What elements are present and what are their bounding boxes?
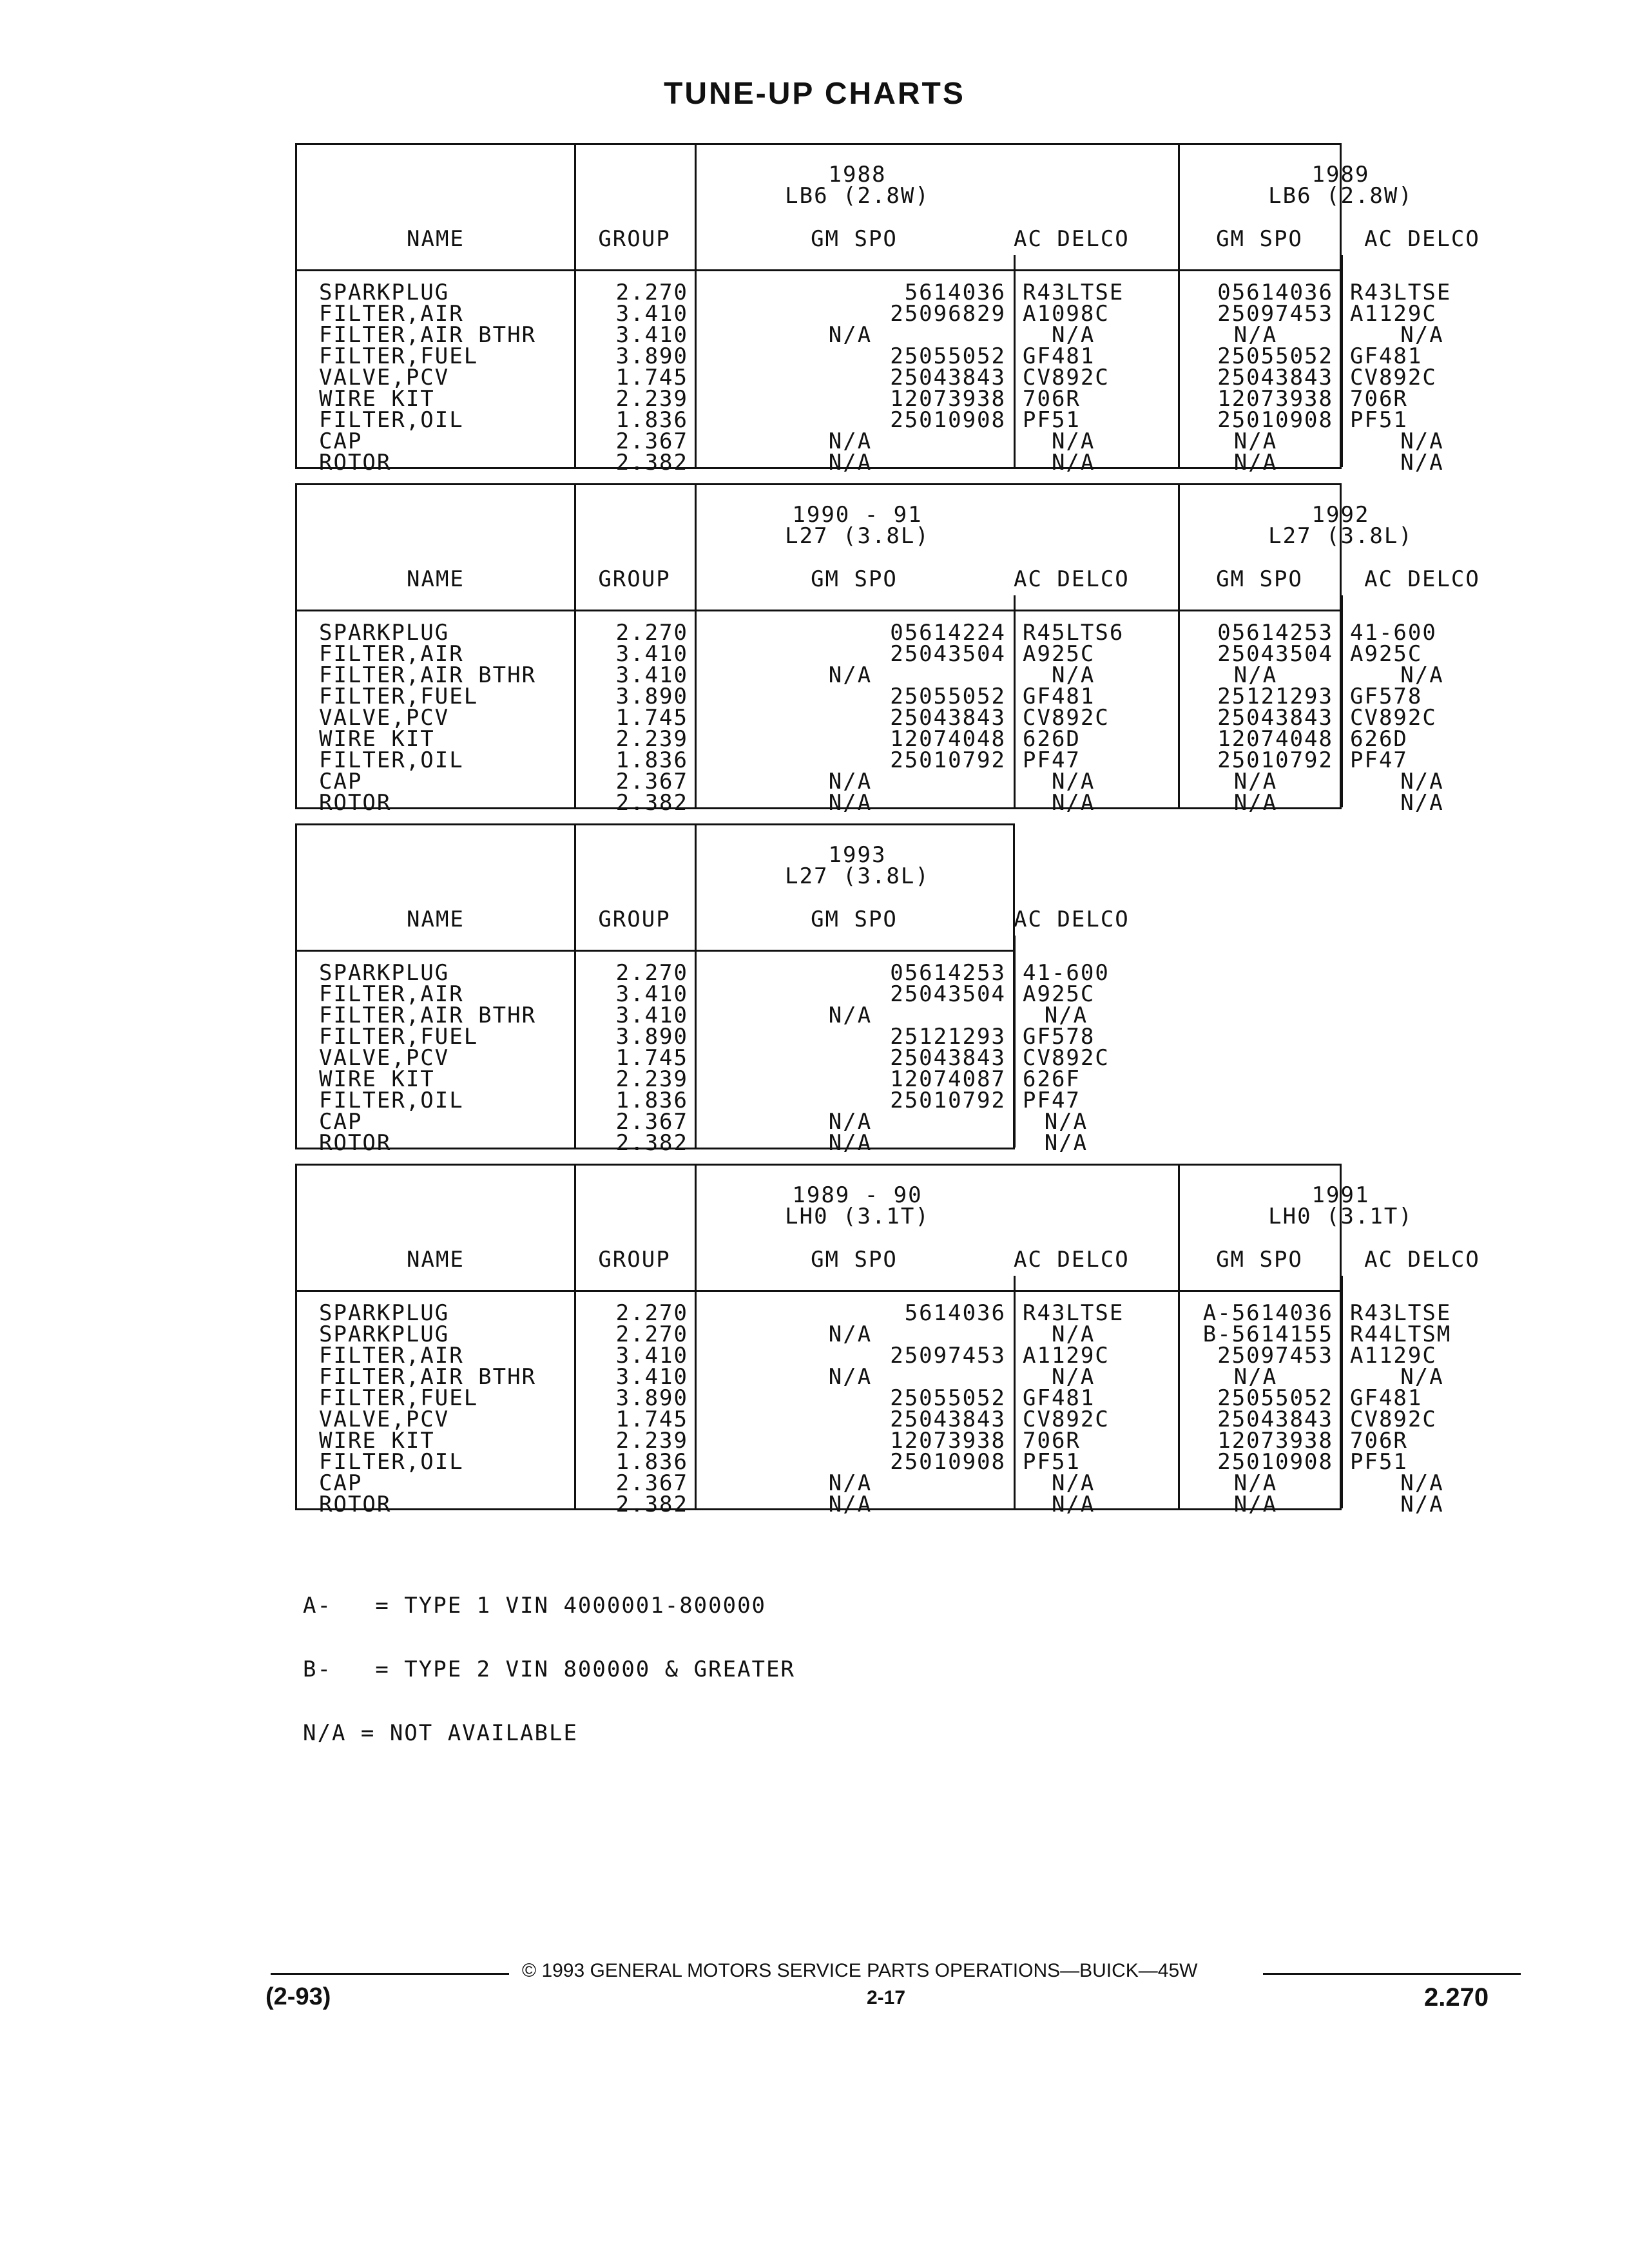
table-cell: 3.890 xyxy=(615,684,688,709)
table-cell: N/A xyxy=(1400,662,1444,688)
table-cell: 3.410 xyxy=(615,1003,688,1028)
gm-spo-column-header: GM SPO xyxy=(1216,1247,1303,1273)
table-cell: FILTER,AIR xyxy=(319,981,464,1007)
table-cell: 25043843 xyxy=(1217,1407,1333,1432)
gm-spo-column xyxy=(1178,1300,1333,1517)
legend-line: N/A = NOT AVAILABLE xyxy=(303,1720,578,1746)
table-cell: 25097453 xyxy=(890,1343,1006,1369)
table-cell: CV892C xyxy=(1350,705,1437,731)
gm-spo-column-header: GM SPO xyxy=(811,1247,898,1273)
table-cell: 2.270 xyxy=(615,1321,688,1347)
subcolumn-divider xyxy=(1341,595,1343,807)
gm-spo-column xyxy=(1178,622,1333,814)
table-cell: 3.890 xyxy=(615,343,688,369)
table-cell: FILTER,AIR xyxy=(319,1343,464,1369)
tune-up-table xyxy=(295,483,1480,816)
table-cell: GF481 xyxy=(1023,684,1095,709)
engine-year: 1989 - 90 xyxy=(792,1182,923,1208)
table-cell: N/A xyxy=(828,428,872,454)
table-cell: SPARKPLUG xyxy=(319,1300,450,1326)
gm-spo-column xyxy=(1178,282,1333,474)
ac-delco-column xyxy=(1350,622,1494,814)
group-column-header: GROUP xyxy=(598,1247,671,1273)
table-cell: N/A xyxy=(1044,1003,1088,1028)
group-column xyxy=(574,960,688,1156)
table-cell: 25043843 xyxy=(1217,365,1333,390)
table-cell: 25055052 xyxy=(890,1385,1006,1411)
table-cell: A925C xyxy=(1023,641,1095,667)
table-cell: FILTER,FUEL xyxy=(319,1024,479,1050)
ac-delco-column xyxy=(1350,1300,1494,1517)
ac-delco-column xyxy=(1350,282,1494,474)
table-cell: N/A xyxy=(1400,322,1444,348)
table-cell: A-5614036 xyxy=(1202,1300,1333,1326)
table-cell: 25121293 xyxy=(1217,684,1333,709)
table-cell: N/A xyxy=(1233,769,1278,794)
header-divider xyxy=(297,269,1340,271)
legend xyxy=(303,1553,795,1765)
table-cell: FILTER,OIL xyxy=(319,1088,464,1113)
table-cell: SPARKPLUG xyxy=(319,620,450,646)
engine-code: LB6 (2.8W) xyxy=(1268,183,1413,209)
table-cell: 25096829 xyxy=(890,301,1006,327)
section-number: 2.270 xyxy=(1424,1983,1489,2012)
table-cell: 2.382 xyxy=(615,1492,688,1517)
table-cell: R45LTS6 xyxy=(1023,620,1124,646)
table-cell: SPARKPLUG xyxy=(319,960,450,986)
table-cell: N/A xyxy=(828,1003,872,1028)
table-cell: GF578 xyxy=(1350,684,1423,709)
table-cell: PF47 xyxy=(1350,747,1408,773)
table-cell: N/A xyxy=(1400,790,1444,816)
subcolumn-divider xyxy=(1014,1276,1016,1508)
engine-code: LH0 (3.1T) xyxy=(1268,1204,1413,1229)
table-cell: 2.270 xyxy=(615,960,688,986)
header-divider xyxy=(297,1290,1340,1292)
table-cell: FILTER,FUEL xyxy=(319,343,479,369)
table-cell: A1098C xyxy=(1023,301,1110,327)
table-cell: 25097453 xyxy=(1217,301,1333,327)
table-cell: 1.745 xyxy=(615,1045,688,1071)
table-cell: N/A xyxy=(1044,1109,1088,1135)
date-code: (2-93) xyxy=(265,1983,331,2010)
table-cell: N/A xyxy=(828,1130,872,1156)
table-cell: PF47 xyxy=(1023,747,1081,773)
table-cell: N/A xyxy=(1051,769,1095,794)
table-cell: FILTER,OIL xyxy=(319,1449,464,1475)
table-cell: FILTER,AIR BTHR xyxy=(319,1364,537,1390)
table-cell: FILTER,FUEL xyxy=(319,1385,479,1411)
table-cell: N/A xyxy=(1051,450,1095,476)
table-cell: PF47 xyxy=(1023,1088,1081,1113)
table-cell: R43LTSE xyxy=(1023,1300,1124,1326)
engine-year: 1989 xyxy=(1311,162,1370,187)
table-cell: 41-600 xyxy=(1350,620,1437,646)
table-cell: 2.239 xyxy=(615,1428,688,1454)
engine-code: L27 (3.8L) xyxy=(785,523,930,549)
table-cell: WIRE KIT xyxy=(319,386,435,412)
table-cell: 626F xyxy=(1023,1066,1081,1092)
table-cell: CV892C xyxy=(1023,365,1110,390)
table-cell: ROTOR xyxy=(319,1130,392,1156)
part-name-column xyxy=(319,1300,537,1517)
ac-delco-column xyxy=(1023,282,1124,474)
table-cell: 2.367 xyxy=(615,769,688,794)
table-cell: N/A xyxy=(1051,1492,1095,1517)
table-cell: CAP xyxy=(319,1109,363,1135)
table-cell: R43LTSE xyxy=(1023,280,1124,305)
gm-spo-column-header: GM SPO xyxy=(811,907,898,932)
subcolumn-divider xyxy=(1014,936,1016,1148)
table-cell: FILTER,OIL xyxy=(319,407,464,433)
table-cell: N/A xyxy=(1400,450,1444,476)
engine-year: 1993 xyxy=(828,842,887,868)
table-cell: 2.382 xyxy=(615,450,688,476)
table-cell: A925C xyxy=(1023,981,1095,1007)
ac-delco-column xyxy=(1023,622,1124,814)
ac-delco-column-header: AC DELCO xyxy=(1014,907,1130,932)
footer-rule-left xyxy=(271,1973,509,1975)
ac-delco-column-header: AC DELCO xyxy=(1014,566,1130,592)
table-cell: CV892C xyxy=(1023,1407,1110,1432)
table-cell: CV892C xyxy=(1023,705,1110,731)
part-name-column xyxy=(319,282,536,474)
table-cell: 706R xyxy=(1023,1428,1081,1454)
table-cell: N/A xyxy=(1400,428,1444,454)
table-cell: 25010908 xyxy=(890,1449,1006,1475)
legend-line: B- = TYPE 2 VIN 800000 & GREATER xyxy=(303,1657,795,1682)
table-cell: FILTER,OIL xyxy=(319,747,464,773)
table-cell: A1129C xyxy=(1350,301,1437,327)
table-cell: 25055052 xyxy=(890,684,1006,709)
gm-spo-column xyxy=(695,622,1006,814)
table-cell: N/A xyxy=(1233,428,1278,454)
header-divider xyxy=(297,950,1013,952)
table-cell: FILTER,AIR BTHR xyxy=(319,662,537,688)
table-cell: 25055052 xyxy=(1217,343,1333,369)
header-divider xyxy=(297,610,1340,611)
table-cell: 25097453 xyxy=(1217,1343,1333,1369)
table-cell: N/A xyxy=(1051,428,1095,454)
ac-delco-column-header: AC DELCO xyxy=(1364,1247,1480,1273)
table-cell: 25043843 xyxy=(1217,705,1333,731)
table-cell: 626D xyxy=(1350,726,1408,752)
ac-delco-column-header: AC DELCO xyxy=(1364,566,1480,592)
copyright-notice: © 1993 GENERAL MOTORS SERVICE PARTS OPERATIONS—BUICK—45W xyxy=(522,1960,1198,1981)
table-cell: 25010908 xyxy=(1217,1449,1333,1475)
part-name-column xyxy=(319,960,537,1156)
engine-year: 1990 - 91 xyxy=(792,502,923,528)
table-cell: 3.410 xyxy=(615,301,688,327)
table-cell: 1.745 xyxy=(615,365,688,390)
table-cell: VALVE,PCV xyxy=(319,1045,450,1071)
gm-spo-column-header: GM SPO xyxy=(1216,566,1303,592)
table-cell: 1.836 xyxy=(615,407,688,433)
name-column-header: NAME xyxy=(407,1247,465,1273)
table-cell: GF578 xyxy=(1023,1024,1095,1050)
table-cell: 12073938 xyxy=(890,1428,1006,1454)
table-cell: 25043843 xyxy=(890,705,1006,731)
table-cell: ROTOR xyxy=(319,1492,392,1517)
table-cell: 12073938 xyxy=(1217,386,1333,412)
table-cell: 2.367 xyxy=(615,1470,688,1496)
table-cell: N/A xyxy=(828,1109,872,1135)
engine-year: 1988 xyxy=(828,162,887,187)
table-cell: PF51 xyxy=(1350,407,1408,433)
engine-code: LH0 (3.1T) xyxy=(785,1204,930,1229)
table-cell: 706R xyxy=(1350,386,1408,412)
table-cell: GF481 xyxy=(1023,343,1095,369)
table-cell: 2.270 xyxy=(615,280,688,305)
engine-year: 1991 xyxy=(1311,1182,1370,1208)
part-name-column xyxy=(319,622,536,814)
legend-line: A- = TYPE 1 VIN 4000001-800000 xyxy=(303,1593,767,1619)
table-cell: N/A xyxy=(828,1492,872,1517)
table-cell: 2.239 xyxy=(615,1066,688,1092)
table-cell: 12074048 xyxy=(1217,726,1333,752)
page-number: 2-17 xyxy=(867,1987,906,2008)
table-cell: FILTER,AIR xyxy=(319,641,464,667)
table-cell: CV892C xyxy=(1023,1045,1110,1071)
table-cell: N/A xyxy=(1233,322,1278,348)
gm-spo-column-header: GM SPO xyxy=(811,566,898,592)
group-column xyxy=(574,1300,688,1517)
table-cell: 1.836 xyxy=(615,1088,688,1113)
table-cell: 2.382 xyxy=(615,1130,688,1156)
table-cell: 25055052 xyxy=(890,343,1006,369)
table-cell: N/A xyxy=(1051,322,1095,348)
table-cell: GF481 xyxy=(1350,1385,1423,1411)
table-cell: 05614253 xyxy=(1217,620,1333,646)
table-cell: N/A xyxy=(1233,1364,1278,1390)
table-cell: 05614253 xyxy=(890,960,1006,986)
table-cell: N/A xyxy=(1233,662,1278,688)
table-cell: N/A xyxy=(828,1321,872,1347)
gm-spo-column-header: GM SPO xyxy=(1216,226,1303,252)
table-cell: WIRE KIT xyxy=(319,1428,435,1454)
table-cell: 05614224 xyxy=(890,620,1006,646)
table-cell: B-5614155 xyxy=(1202,1321,1333,1347)
engine-year: 1992 xyxy=(1311,502,1370,528)
gm-spo-column xyxy=(695,960,1006,1156)
table-cell: 3.410 xyxy=(615,322,688,348)
table-cell: R44LTSM xyxy=(1350,1321,1452,1347)
engine-code: LB6 (2.8W) xyxy=(785,183,930,209)
group-column-header: GROUP xyxy=(598,907,671,932)
table-cell: 2.382 xyxy=(615,790,688,816)
table-cell: 5614036 xyxy=(904,1300,1006,1326)
table-cell: 25043504 xyxy=(1217,641,1333,667)
table-cell: 706R xyxy=(1023,386,1081,412)
table-cell: FILTER,FUEL xyxy=(319,684,479,709)
table-cell: VALVE,PCV xyxy=(319,1407,450,1432)
table-cell: FILTER,AIR xyxy=(319,301,464,327)
table-cell: WIRE KIT xyxy=(319,1066,435,1092)
table-cell: 25043843 xyxy=(890,365,1006,390)
table-cell: N/A xyxy=(1233,1470,1278,1496)
table-cell: 25043843 xyxy=(890,1407,1006,1432)
table-cell: FILTER,AIR BTHR xyxy=(319,1003,537,1028)
page-title: TUNE-UP CHARTS xyxy=(664,77,965,111)
ac-delco-column-header: AC DELCO xyxy=(1014,226,1130,252)
name-column-header: NAME xyxy=(407,907,465,932)
table-cell: 25043504 xyxy=(890,641,1006,667)
table-cell: 3.410 xyxy=(615,641,688,667)
table-cell: 2.239 xyxy=(615,726,688,752)
table-cell: SPARKPLUG xyxy=(319,1321,450,1347)
table-cell: 25010908 xyxy=(890,407,1006,433)
table-cell: PF51 xyxy=(1350,1449,1408,1475)
table-cell: N/A xyxy=(1233,1492,1278,1517)
gm-spo-column xyxy=(695,1300,1006,1517)
subcolumn-divider xyxy=(1014,595,1016,807)
table-cell: 25010792 xyxy=(1217,747,1333,773)
table-cell: N/A xyxy=(1051,790,1095,816)
table-cell: 12073938 xyxy=(1217,1428,1333,1454)
table-cell: N/A xyxy=(1051,1364,1095,1390)
table-cell: ROTOR xyxy=(319,450,392,476)
table-cell: 25121293 xyxy=(890,1024,1006,1050)
table-cell: FILTER,AIR BTHR xyxy=(319,322,537,348)
table-cell: CAP xyxy=(319,428,363,454)
table-cell: N/A xyxy=(1051,1321,1095,1347)
table-cell: 25055052 xyxy=(1217,1385,1333,1411)
table-cell: 626D xyxy=(1023,726,1081,752)
table-cell: 2.270 xyxy=(615,620,688,646)
table-cell: N/A xyxy=(1400,1470,1444,1496)
table-cell: 25010792 xyxy=(890,747,1006,773)
table-cell: PF51 xyxy=(1023,407,1081,433)
table-cell: N/A xyxy=(1233,450,1278,476)
ac-delco-column-header: AC DELCO xyxy=(1014,1247,1130,1273)
footer-rule-right xyxy=(1263,1973,1521,1975)
ac-delco-column-header: AC DELCO xyxy=(1364,226,1480,252)
table-cell: SPARKPLUG xyxy=(319,280,450,305)
table-cell: CAP xyxy=(319,1470,363,1496)
table-cell: R43LTSE xyxy=(1350,280,1452,305)
table-cell: VALVE,PCV xyxy=(319,365,450,390)
table-cell: 12074048 xyxy=(890,726,1006,752)
table-cell: VALVE,PCV xyxy=(319,705,450,731)
table-cell: GF481 xyxy=(1350,343,1423,369)
table-cell: PF51 xyxy=(1023,1449,1081,1475)
name-column-header: NAME xyxy=(407,226,465,252)
group-column-header: GROUP xyxy=(598,226,671,252)
table-cell: GF481 xyxy=(1023,1385,1095,1411)
table-cell: N/A xyxy=(1051,662,1095,688)
table-cell: 2.239 xyxy=(615,386,688,412)
table-cell: N/A xyxy=(1400,1492,1444,1517)
subcolumn-divider xyxy=(1014,255,1016,467)
table-cell: 1.836 xyxy=(615,747,688,773)
table-cell: A1129C xyxy=(1023,1343,1110,1369)
table-cell: N/A xyxy=(828,1470,872,1496)
tune-up-table xyxy=(295,823,1130,1156)
table-cell: 2.367 xyxy=(615,1109,688,1135)
table-cell: N/A xyxy=(828,322,872,348)
table-cell: A925C xyxy=(1350,641,1423,667)
table-cell: 12074087 xyxy=(890,1066,1006,1092)
table-cell: A1129C xyxy=(1350,1343,1437,1369)
table-cell: 05614036 xyxy=(1217,280,1333,305)
table-cell: N/A xyxy=(828,662,872,688)
table-cell: 1.745 xyxy=(615,705,688,731)
table-cell: 12073938 xyxy=(890,386,1006,412)
table-cell: 706R xyxy=(1350,1428,1408,1454)
table-cell: R43LTSE xyxy=(1350,1300,1452,1326)
table-cell: 1.745 xyxy=(615,1407,688,1432)
tune-up-table xyxy=(295,1164,1480,1517)
table-cell: 25010792 xyxy=(890,1088,1006,1113)
table-cell: CAP xyxy=(319,769,363,794)
table-cell: 3.410 xyxy=(615,1343,688,1369)
subcolumn-divider xyxy=(1341,1276,1343,1508)
table-cell: N/A xyxy=(828,769,872,794)
table-cell: 3.410 xyxy=(615,662,688,688)
group-column xyxy=(574,622,688,814)
table-cell: 41-600 xyxy=(1023,960,1110,986)
table-cell: 2.270 xyxy=(615,1300,688,1326)
subcolumn-divider xyxy=(1341,255,1343,467)
ac-delco-column xyxy=(1023,1300,1124,1517)
gm-spo-column xyxy=(695,282,1006,474)
table-cell: 25010908 xyxy=(1217,407,1333,433)
table-cell: 3.410 xyxy=(615,1364,688,1390)
table-cell: 3.410 xyxy=(615,981,688,1007)
table-cell: 25043843 xyxy=(890,1045,1006,1071)
table-cell: N/A xyxy=(1233,790,1278,816)
gm-spo-column-header: GM SPO xyxy=(811,226,898,252)
table-cell: 3.890 xyxy=(615,1024,688,1050)
tune-up-table xyxy=(295,143,1480,476)
table-cell: N/A xyxy=(828,1364,872,1390)
table-cell: N/A xyxy=(828,790,872,816)
table-cell: CV892C xyxy=(1350,1407,1437,1432)
table-cell: 1.836 xyxy=(615,1449,688,1475)
table-cell: N/A xyxy=(828,450,872,476)
ac-delco-column xyxy=(1023,960,1110,1156)
table-cell: N/A xyxy=(1400,1364,1444,1390)
table-cell: ROTOR xyxy=(319,790,392,816)
table-cell: 2.367 xyxy=(615,428,688,454)
group-column-header: GROUP xyxy=(598,566,671,592)
table-cell: N/A xyxy=(1051,1470,1095,1496)
table-cell: 3.890 xyxy=(615,1385,688,1411)
engine-code: L27 (3.8L) xyxy=(1268,523,1413,549)
table-cell: CV892C xyxy=(1350,365,1437,390)
table-cell: 25043504 xyxy=(890,981,1006,1007)
engine-code: L27 (3.8L) xyxy=(785,863,930,889)
table-cell: N/A xyxy=(1044,1130,1088,1156)
name-column-header: NAME xyxy=(407,566,465,592)
table-cell: WIRE KIT xyxy=(319,726,435,752)
group-column xyxy=(574,282,688,474)
table-cell: 5614036 xyxy=(904,280,1006,305)
table-cell: N/A xyxy=(1400,769,1444,794)
